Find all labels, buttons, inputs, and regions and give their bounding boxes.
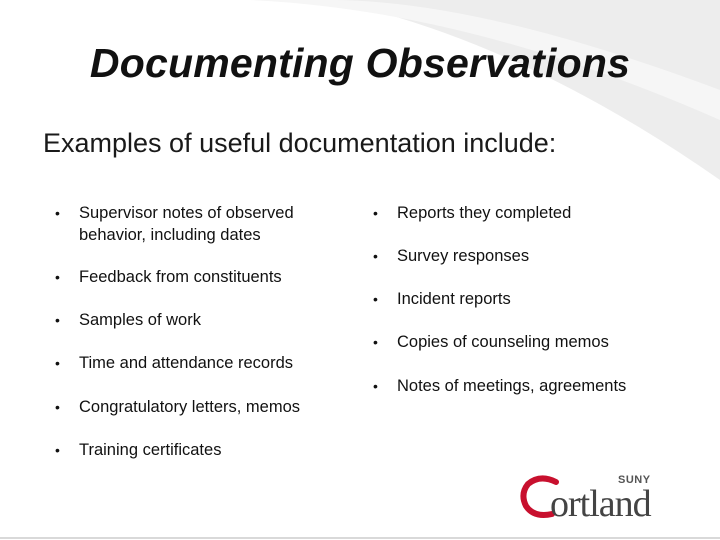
list-item — [55, 202, 349, 246]
list-item-text: Congratulatory letters, memos — [79, 398, 301, 416]
bullet-icon: • — [55, 205, 60, 221]
bullet-icon: • — [373, 248, 378, 264]
intro-text: Examples of useful documentation include: — [43, 128, 557, 158]
list-item — [373, 375, 667, 397]
list-item — [373, 245, 667, 267]
list-item-text: Incident reports — [397, 290, 511, 308]
list-item-text: Survey responses — [397, 247, 530, 265]
bullet-icon: • — [55, 269, 60, 285]
list-item — [55, 396, 349, 418]
list-item-text: Reports they completed — [397, 204, 572, 222]
list-item — [55, 309, 349, 331]
logo-wordmark: ortland — [550, 483, 651, 525]
list-item-text: Time and attendance records — [79, 354, 294, 372]
suny-cortland-logo — [520, 472, 680, 525]
bullet-icon: • — [373, 205, 378, 221]
list-item — [55, 439, 349, 461]
list-item-text: Notes of meetings, agreements — [397, 377, 627, 395]
right-bullet-list — [373, 202, 673, 422]
bullet-icon: • — [373, 291, 378, 307]
bullet-icon: • — [55, 355, 60, 371]
list-item — [373, 202, 667, 224]
list-item-text: Supervisor notes of observed behavior, including dates — [79, 204, 294, 244]
bullet-icon: • — [373, 334, 378, 350]
list-item — [55, 352, 349, 374]
list-item — [55, 266, 349, 288]
bullet-icon: • — [55, 312, 60, 328]
logo-suny-text: SUNY — [618, 474, 651, 486]
list-item — [373, 331, 667, 353]
bullet-icon: • — [55, 399, 60, 415]
bullet-icon: • — [373, 378, 378, 394]
list-item-text: Training certificates — [79, 441, 222, 459]
left-bullet-list — [55, 202, 345, 482]
list-item-text: Feedback from constituents — [79, 268, 282, 286]
bullet-icon: • — [55, 442, 60, 458]
list-item-text: Samples of work — [79, 311, 201, 329]
slide-title: Documenting Observations — [89, 40, 631, 86]
list-item — [373, 288, 667, 310]
list-item-text: Copies of counseling memos — [397, 333, 609, 351]
